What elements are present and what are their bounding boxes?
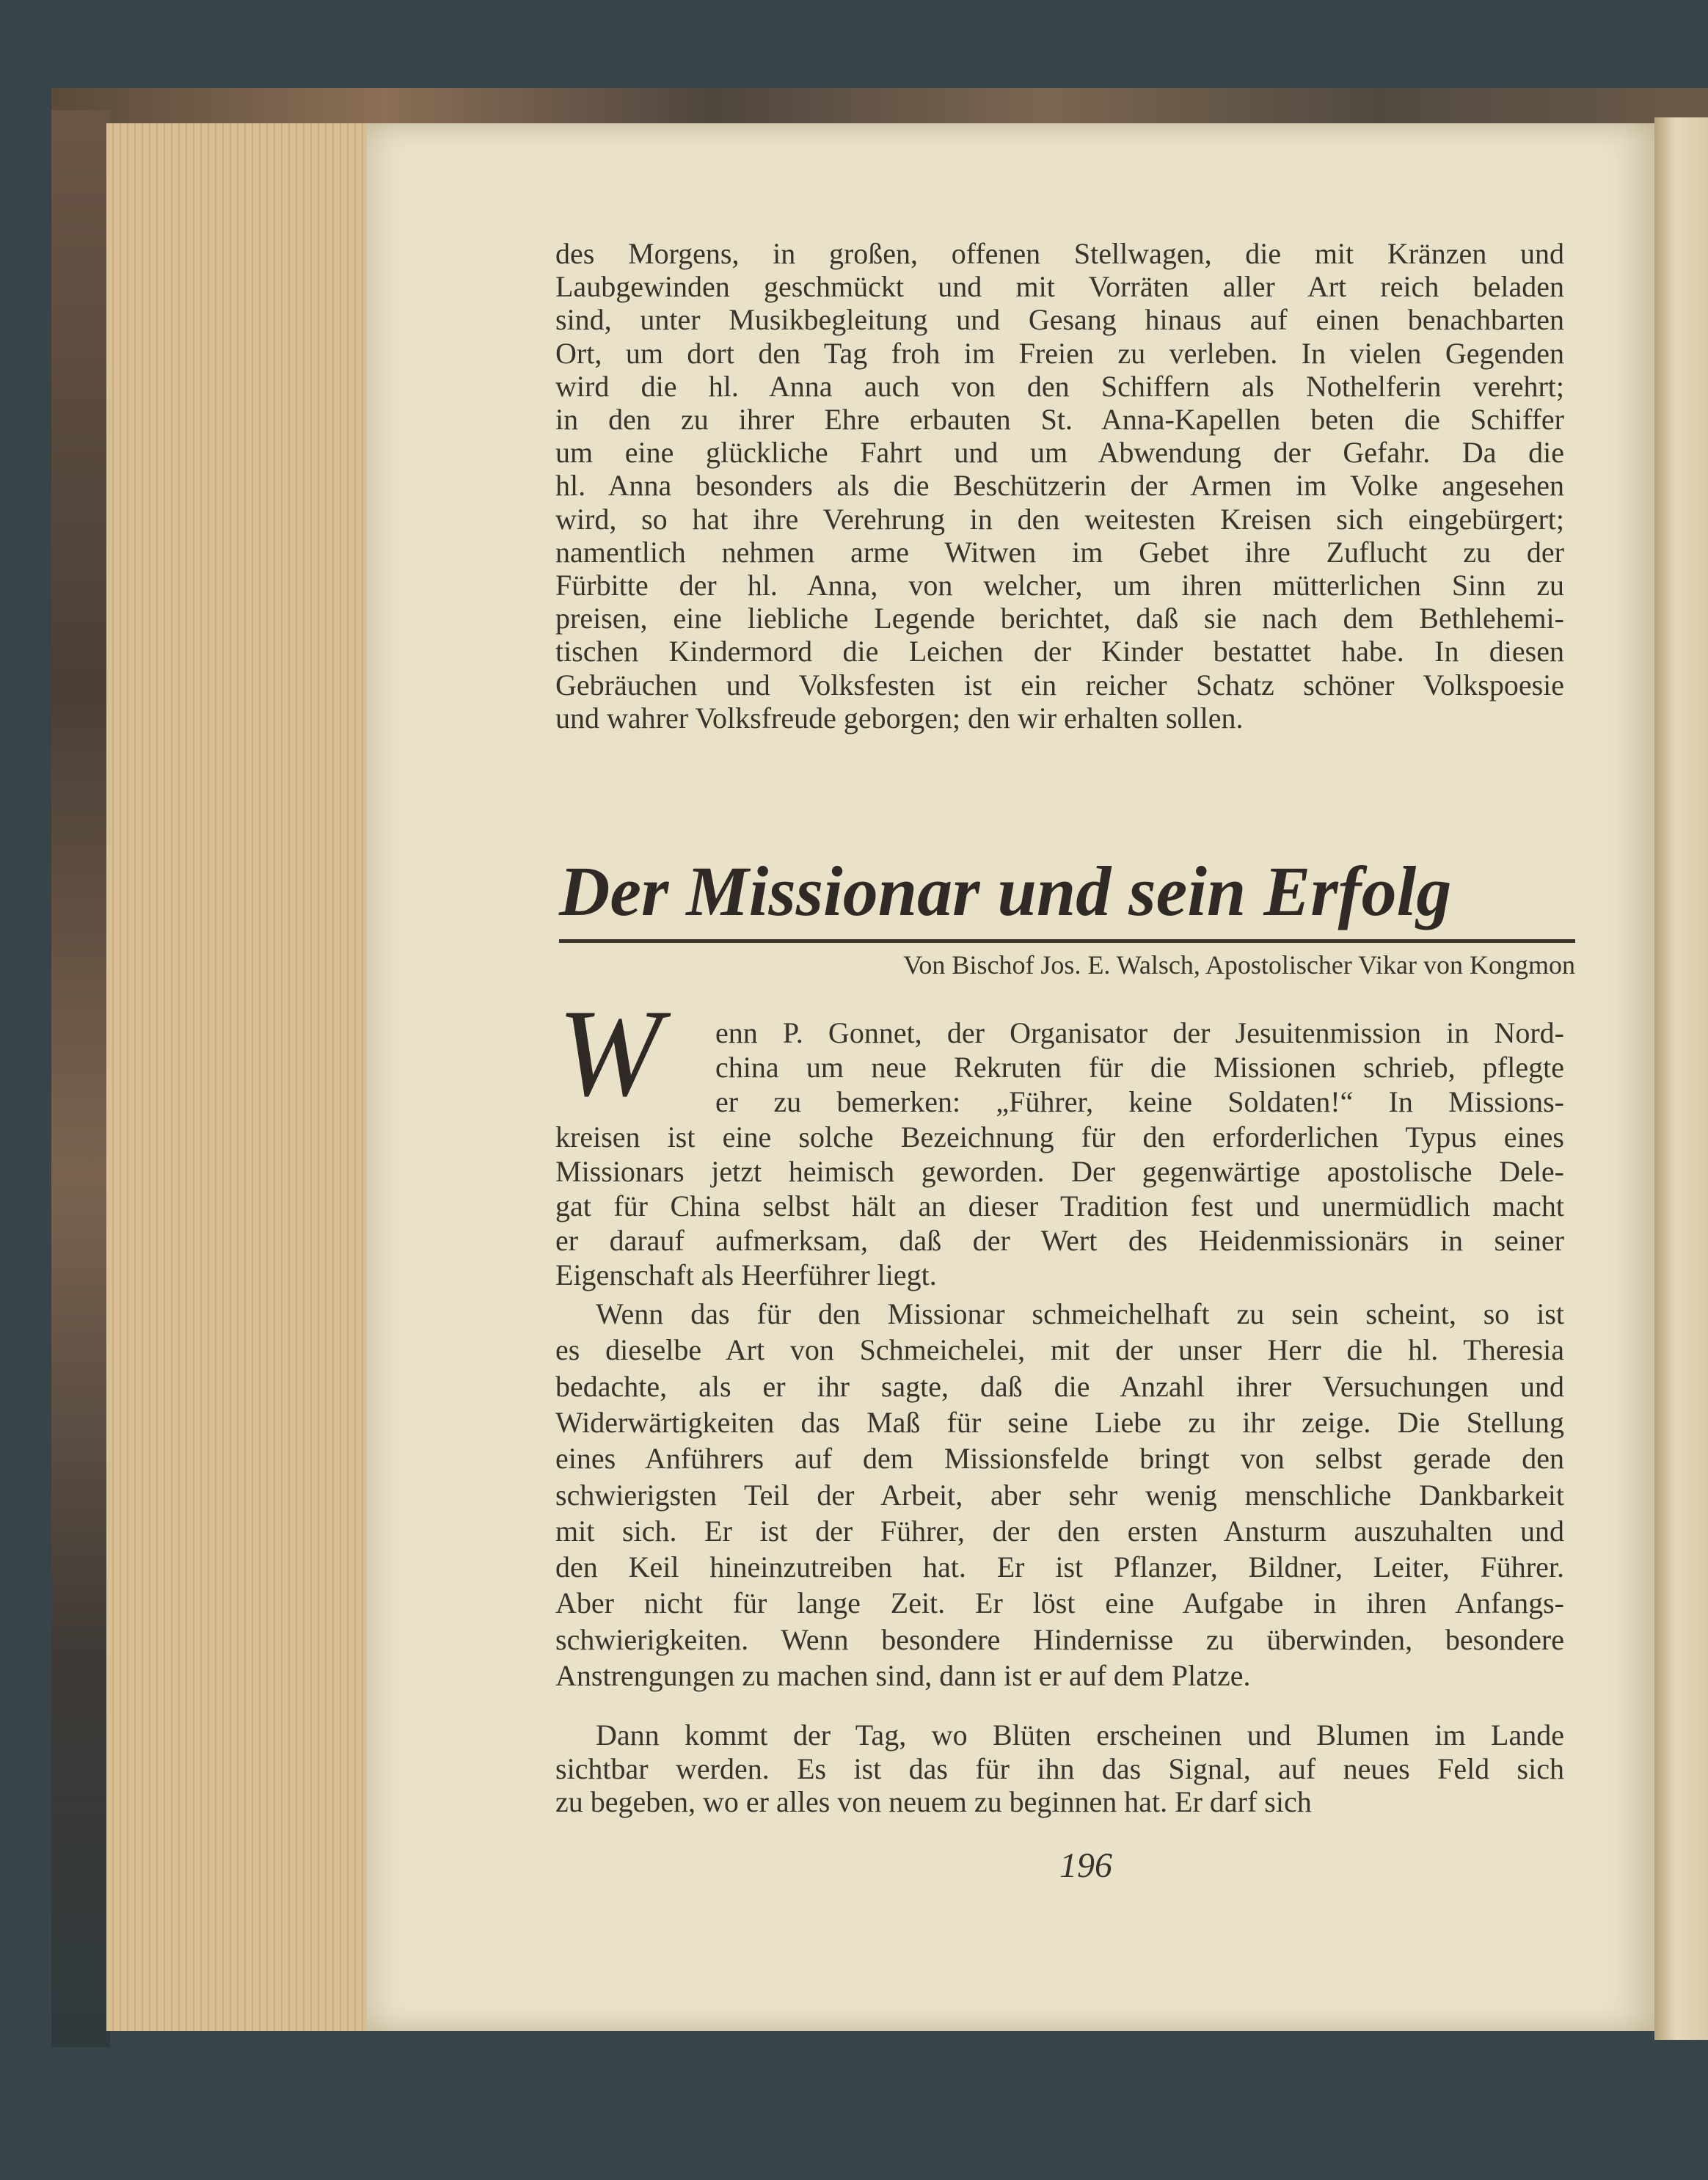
text-line: china um neue Rekruten für die Missionen schrieb, pflegte bbox=[715, 1051, 1564, 1084]
text-line: schwierigkeiten. Wenn besondere Hindernisse zu überwinden, besondere bbox=[555, 1622, 1564, 1656]
text-line: kreisen ist eine solche Bezeichnung für den erforderlichen Typus eines bbox=[555, 1120, 1564, 1153]
article-byline: Von Bischof Jos. E. Walsch, Apostolischer Vikar von Kongmon bbox=[903, 950, 1575, 980]
text-line: wird, so hat ihre Verehrung in den weitesten Kreisen sich eingebürgert; bbox=[555, 502, 1564, 536]
text-line: gat für China selbst hält an dieser Tradition fest und unermüdlich macht bbox=[555, 1189, 1564, 1222]
text-line: sichtbar werden. Es ist das für ihn das Signal, auf neues Feld sich bbox=[555, 1751, 1564, 1785]
article-title: Der Missionar und sein Erfolg bbox=[559, 852, 1452, 930]
text-line: den Keil hineinzutreiben hat. Er ist Pflanzer, Bildner, Leiter, Führer. bbox=[555, 1550, 1564, 1584]
text-line: bedachte, als er ihr sagte, daß die Anzahl ihrer Versuchungen und bbox=[555, 1369, 1564, 1403]
text-line: enn P. Gonnet, der Organisator der Jesuitenmission in Nord- bbox=[715, 1016, 1564, 1049]
text-line: sind, unter Musikbegleitung und Gesang hinaus auf einen benachbarten bbox=[555, 303, 1564, 337]
text-line: Ort, um dort den Tag froh im Freien zu verleben. In vielen Gegenden bbox=[555, 336, 1564, 370]
text-line: er zu bemerken: „Führer, keine Soldaten!“ In Missions- bbox=[715, 1085, 1564, 1119]
text-line: des Morgens, in großen, offenen Stellwagen, die mit Kränzen und bbox=[555, 237, 1564, 270]
page-edges-stack bbox=[106, 123, 376, 2031]
text-line: hl. Anna besonders als die Beschützerin der Armen im Volke angesehen bbox=[555, 469, 1564, 503]
text-line: zu begeben, wo er alles von neuem zu beginnen hat. Er darf sich bbox=[555, 1785, 1312, 1818]
page-number: 196 bbox=[1059, 1846, 1112, 1885]
text-line: namentlich nehmen arme Witwen im Gebet ihre Zuflucht zu der bbox=[555, 535, 1564, 569]
text-line: um eine glückliche Fahrt und um Abwendung der Gefahr. Da die bbox=[555, 436, 1564, 470]
text-line: und wahrer Volksfreude geborgen; den wir erhalten sollen. bbox=[555, 701, 1244, 734]
book-cover-edge bbox=[51, 110, 110, 2047]
text-line: Aber nicht für lange Zeit. Er löst eine Aufgabe in ihren Anfangs- bbox=[555, 1586, 1564, 1620]
text-line: Widerwärtigkeiten das Maß für seine Liebe zu ihr zeige. Die Stellung bbox=[555, 1405, 1564, 1439]
text-line: Dann kommt der Tag, wo Blüten erscheinen und Blumen im Lande bbox=[596, 1718, 1564, 1751]
text-line: schwierigsten Teil der Arbeit, aber sehr wenig menschliche Dankbarkeit bbox=[555, 1478, 1564, 1512]
text-line: Eigenschaft als Heerführer liegt. bbox=[555, 1258, 937, 1292]
text-line: Wenn das für den Missionar schmeichelhaft zu sein scheint, so ist bbox=[596, 1297, 1564, 1330]
text-line: preisen, eine liebliche Legende berichtet, daß sie nach dem Bethlehemi- bbox=[555, 602, 1564, 635]
text-line: eines Anführers auf dem Missionsfelde bringt von selbst gerade den bbox=[555, 1442, 1564, 1476]
book-gutter bbox=[1654, 117, 1708, 2040]
text-line: Gebräuchen und Volksfesten ist ein reicher Schatz schöner Volkspoesie bbox=[555, 668, 1564, 701]
text-line: Laubgewinden geschmückt und mit Vorräten aller Art reich beladen bbox=[555, 270, 1564, 304]
text-line: mit sich. Er ist der Führer, der den ersten Ansturm auszuhalten und bbox=[555, 1514, 1564, 1547]
text-line: tischen Kindermord die Leichen der Kinder bestattet habe. In diesen bbox=[555, 635, 1564, 668]
text-line: er darauf aufmerksam, daß der Wert des Heidenmissionärs in seiner bbox=[555, 1224, 1564, 1258]
title-rule bbox=[559, 939, 1575, 943]
text-line: Missionars jetzt heimisch geworden. Der gegenwärtige apostolische Dele- bbox=[555, 1154, 1564, 1188]
text-line: Anstrengungen zu machen sind, dann ist er auf dem Platze. bbox=[555, 1659, 1251, 1692]
text-line: in den zu ihrer Ehre erbauten St. Anna-Kapellen beten die Schiffer bbox=[555, 403, 1564, 436]
drop-cap: W bbox=[558, 984, 662, 1122]
text-line: es dieselbe Art von Schmeichelei, mit der unser Herr die hl. Theresia bbox=[555, 1333, 1564, 1367]
text-line: Fürbitte der hl. Anna, von welcher, um ihren mütterlichen Sinn zu bbox=[555, 569, 1564, 602]
text-line: wird die hl. Anna auch von den Schiffern als Nothelferin verehrt; bbox=[555, 369, 1564, 403]
